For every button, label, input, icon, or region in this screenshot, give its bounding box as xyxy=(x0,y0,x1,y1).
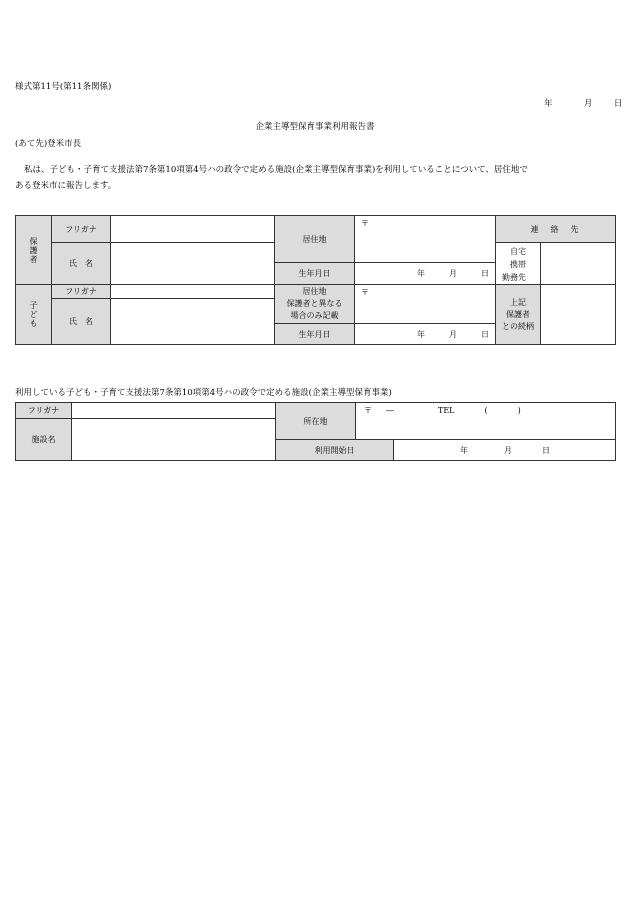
child-name-label: 氏 名 xyxy=(52,299,111,345)
start-day: 日 xyxy=(542,445,550,455)
relation-line-3: との続柄 xyxy=(502,321,534,331)
contact-header: 連 絡 先 xyxy=(496,216,616,243)
date-day: 日 xyxy=(613,99,623,109)
start-year: 年 xyxy=(460,445,468,455)
guardian-label-cell xyxy=(16,216,52,285)
relation-line-2: 保護者 xyxy=(506,309,530,319)
date-month: 月 xyxy=(583,99,593,109)
date-year: 年 xyxy=(544,99,553,109)
child-birth-year: 年 xyxy=(417,329,425,339)
facility-furigana-field[interactable] xyxy=(72,403,276,419)
child-name-field[interactable] xyxy=(111,299,275,345)
guardian-birthdate-field[interactable] xyxy=(355,263,496,285)
postal-dash: ― xyxy=(386,406,394,415)
child-residence-field[interactable] xyxy=(355,285,496,324)
location-label: 所在地 xyxy=(276,403,356,440)
relation-field[interactable] xyxy=(541,285,616,345)
guardian-name-label: 氏 名 xyxy=(52,243,111,285)
body-text-line-2: ある登米市に報告します。 xyxy=(15,181,117,191)
page-title: 企業主導型保育事業利用報告書 xyxy=(255,122,375,132)
applicant-table xyxy=(15,215,616,345)
child-birthdate-field[interactable] xyxy=(355,324,496,345)
body-text-line-1: 私は、子ども・子育て支援法第7条第10項第4号ハの政令で定める施設(企業主導型保育事業)を利用していることについて、居住地で xyxy=(24,165,528,175)
child-residence-line-2: 保護者と異なる xyxy=(286,299,343,308)
child-label: 子ども xyxy=(29,301,38,328)
start-date-label: 利用開始日 xyxy=(276,440,394,461)
postal-mark: 〒 xyxy=(361,219,369,228)
contact-types xyxy=(496,243,541,285)
guardian-label: 保護者 xyxy=(29,236,38,264)
location-field[interactable] xyxy=(356,403,616,440)
birth-month: 月 xyxy=(449,269,457,278)
relation-label xyxy=(496,285,541,345)
tel-paren-close: ) xyxy=(517,406,521,415)
guardian-furigana-field[interactable] xyxy=(111,216,275,243)
guardian-residence-label: 居住地 xyxy=(275,216,355,263)
contact-field[interactable] xyxy=(541,243,616,285)
guardian-furigana-label: フリガナ xyxy=(52,216,111,243)
child-residence-label xyxy=(275,285,355,324)
guardian-name-field[interactable] xyxy=(111,243,275,285)
child-postal-mark: 〒 xyxy=(361,288,369,297)
child-residence-line-1: 居住地 xyxy=(302,287,327,296)
facility-table xyxy=(15,402,616,461)
start-month: 月 xyxy=(504,445,512,455)
tel-label: TEL xyxy=(438,406,455,415)
child-furigana-label: フリガナ xyxy=(52,285,111,299)
contact-home-label: 自宅 xyxy=(510,247,526,256)
facility-heading: 利用している子ども・子育て支援法第7条第10項第4号ハの政令で定める施設(企業主導型保育事業) xyxy=(15,388,392,398)
date-line xyxy=(544,98,622,110)
child-birth-day: 日 xyxy=(481,329,489,339)
guardian-birthdate-label: 生年月日 xyxy=(275,263,355,285)
facility-postal-mark: 〒 xyxy=(364,406,372,415)
child-residence-line-3: 場合のみ記載 xyxy=(290,311,339,320)
contact-work-label: 勤務先 xyxy=(502,273,526,282)
child-furigana-field[interactable] xyxy=(111,285,275,299)
contact-mobile-label: 携帯 xyxy=(510,260,526,269)
tel-paren-open: ( xyxy=(484,406,488,415)
child-label-cell xyxy=(16,285,52,345)
facility-name-field[interactable] xyxy=(72,419,276,461)
addressee: (あて先)登米市長 xyxy=(15,139,82,149)
birth-year: 年 xyxy=(417,269,425,278)
child-birth-month: 月 xyxy=(449,329,457,339)
guardian-residence-field[interactable] xyxy=(355,216,496,263)
facility-name-label: 施設名 xyxy=(16,419,72,461)
child-birthdate-label: 生年月日 xyxy=(275,324,355,345)
birth-day: 日 xyxy=(481,269,489,278)
form-number: 様式第11号(第11条関係) xyxy=(15,82,112,92)
start-date-field[interactable] xyxy=(394,440,616,461)
facility-furigana-label: フリガナ xyxy=(16,403,72,419)
relation-line-1: 上記 xyxy=(510,297,526,307)
